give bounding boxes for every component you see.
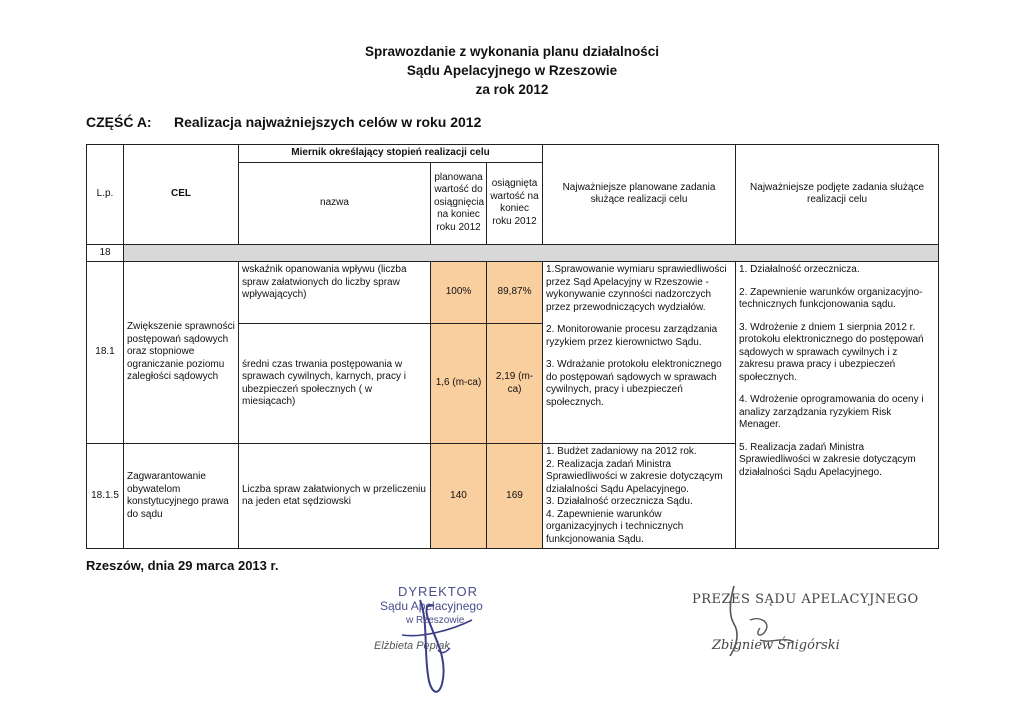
row2-measure-actual: 169 bbox=[487, 444, 543, 549]
header-miernik: Miernik określający stopień realizacji celu bbox=[239, 145, 543, 163]
list-item: 2. Realizacja zadań Ministra Sprawiedliwości w zakresie dotyczącym działalności Sądu Apelacyjnego. bbox=[546, 458, 723, 495]
list-item: 1. Budżet zadaniowy na 2012 rok. bbox=[546, 446, 697, 457]
header-planned-value: planowana wartość do osiągnięcia na koniec roku 2012 bbox=[431, 162, 487, 244]
row2-lp: 18.1.5 bbox=[87, 444, 124, 549]
list-item: 4. Zapewnienie warunków organizacyjnych i technicznych funkcjonowania Sądu. bbox=[546, 508, 684, 545]
row1-measure2-name: średni czas trwania postępowania w sprawach cywilnych, karnych, pracy i ubezpieczeń społecznych ( w miesiącach) bbox=[239, 324, 431, 444]
header-cel: CEL bbox=[124, 145, 239, 245]
list-item: 2. Monitorowanie procesu zarządzania ryzykiem przez kierownictwo Sądu. bbox=[546, 324, 718, 348]
header-lp: L.p. bbox=[87, 145, 124, 245]
header-nazwa: nazwa bbox=[239, 162, 431, 244]
president-stamp bbox=[690, 580, 919, 690]
row1-measure2-actual: 2,19 (m-ca) bbox=[487, 324, 543, 444]
list-item: 4. Wdrożenie oprogramowania do oceny i analizy zarządzania ryzykiem Risk Menager. bbox=[739, 394, 924, 430]
director-stamp bbox=[362, 580, 512, 705]
row1-measure1-name: wskaźnik opanowania wpływu (liczba spraw załatwionych do liczby spraw wpływających) bbox=[239, 262, 431, 324]
report-title-line1: Sprawozdanie z wykonania planu działalności bbox=[364, 44, 660, 59]
row1-measure1-plan: 100% bbox=[431, 262, 487, 324]
report-title-line2: Sądu Apelacyjnego w Rzeszowie bbox=[406, 63, 618, 78]
list-item: 5. Realizacja zadań Ministra Sprawiedliwości w zakresie dotyczącym działalności Sądu Apelacyjnego. bbox=[739, 441, 916, 478]
list-item: 3. Wdrażanie protokołu elektronicznego do postępowań sądowych w sprawach cywilnych, pracy i ubezpieczeń społecznych. bbox=[546, 359, 722, 408]
list-item: 3. Wdrożenie z dniem 1 sierpnia 2012 r. protokołu elektronicznego do postępowań sądowych w sprawach cywilnych i z zakresu prawa pracy i ubezpieczeń społecznych. bbox=[739, 321, 924, 383]
row1-measure1-actual: 89,87% bbox=[487, 262, 543, 324]
president-stamp-name: Zbigniew Śnigórski bbox=[712, 638, 840, 653]
header-achieved-value: osiągnięta wartość na koniec roku 2012 bbox=[487, 162, 543, 244]
director-stamp-title: DYREKTOR bbox=[398, 584, 478, 599]
president-signature-icon bbox=[690, 580, 890, 690]
section-text: Realizacja najważniejszych celów w roku 2012 bbox=[174, 114, 482, 130]
signature-date: Rzeszów, dnia 29 marca 2013 r. bbox=[86, 558, 279, 573]
director-signature-icon bbox=[362, 580, 512, 705]
done-tasks bbox=[736, 262, 939, 549]
row1-measure2-plan: 1,6 (m-ca) bbox=[431, 324, 487, 444]
list-item: 3. Działalność orzecznicza Sądu. bbox=[546, 496, 693, 507]
goals-table bbox=[86, 144, 939, 549]
president-stamp-title: PREZES SĄDU APELACYJNEGO bbox=[692, 592, 919, 607]
report-title-line3: za rok 2012 bbox=[475, 82, 549, 97]
row2-goal: Zagwarantowanie obywatelom konstytucyjnego prawa do sądu bbox=[124, 444, 239, 549]
group-separator bbox=[124, 244, 939, 262]
row2-measure-name: Liczba spraw załatwionych w przeliczeniu na jeden etat sędziowski bbox=[239, 444, 431, 549]
row2-planned-tasks bbox=[543, 444, 736, 549]
list-item: 1. Działalność orzecznicza. bbox=[739, 264, 860, 275]
row2-measure-plan: 140 bbox=[431, 444, 487, 549]
row1-planned-tasks bbox=[543, 262, 736, 444]
row1-lp: 18.1 bbox=[87, 262, 124, 444]
list-item: 1.Sprawowanie wymiaru sprawiedliwości przez Sąd Apelacyjny w Rzeszowie - wykonywanie czynności nadzorczych przez przewodniczących wydziałów. bbox=[546, 264, 727, 313]
header-done-tasks: Najważniejsze podjęte zadania służące realizacji celu bbox=[736, 145, 939, 245]
director-stamp-org: Sądu Apelacyjnego bbox=[380, 599, 483, 613]
group-number: 18 bbox=[87, 244, 124, 262]
header-planned-tasks: Najważniejsze planowane zadania służące realizacji celu bbox=[543, 145, 736, 245]
row1-goal: Zwiększenie sprawności postępowań sądowych oraz stopniowe ograniczanie poziomu zaległości sądowych bbox=[124, 262, 239, 444]
list-item: 2. Zapewnienie warunków organizacyjno-technicznych funkcjonowania sądu. bbox=[739, 286, 923, 310]
section-label: CZĘŚĆ A: bbox=[86, 114, 152, 130]
director-stamp-city: w Rzeszowie bbox=[406, 615, 465, 626]
director-stamp-name: Elżbieta Pępiak bbox=[374, 640, 450, 652]
